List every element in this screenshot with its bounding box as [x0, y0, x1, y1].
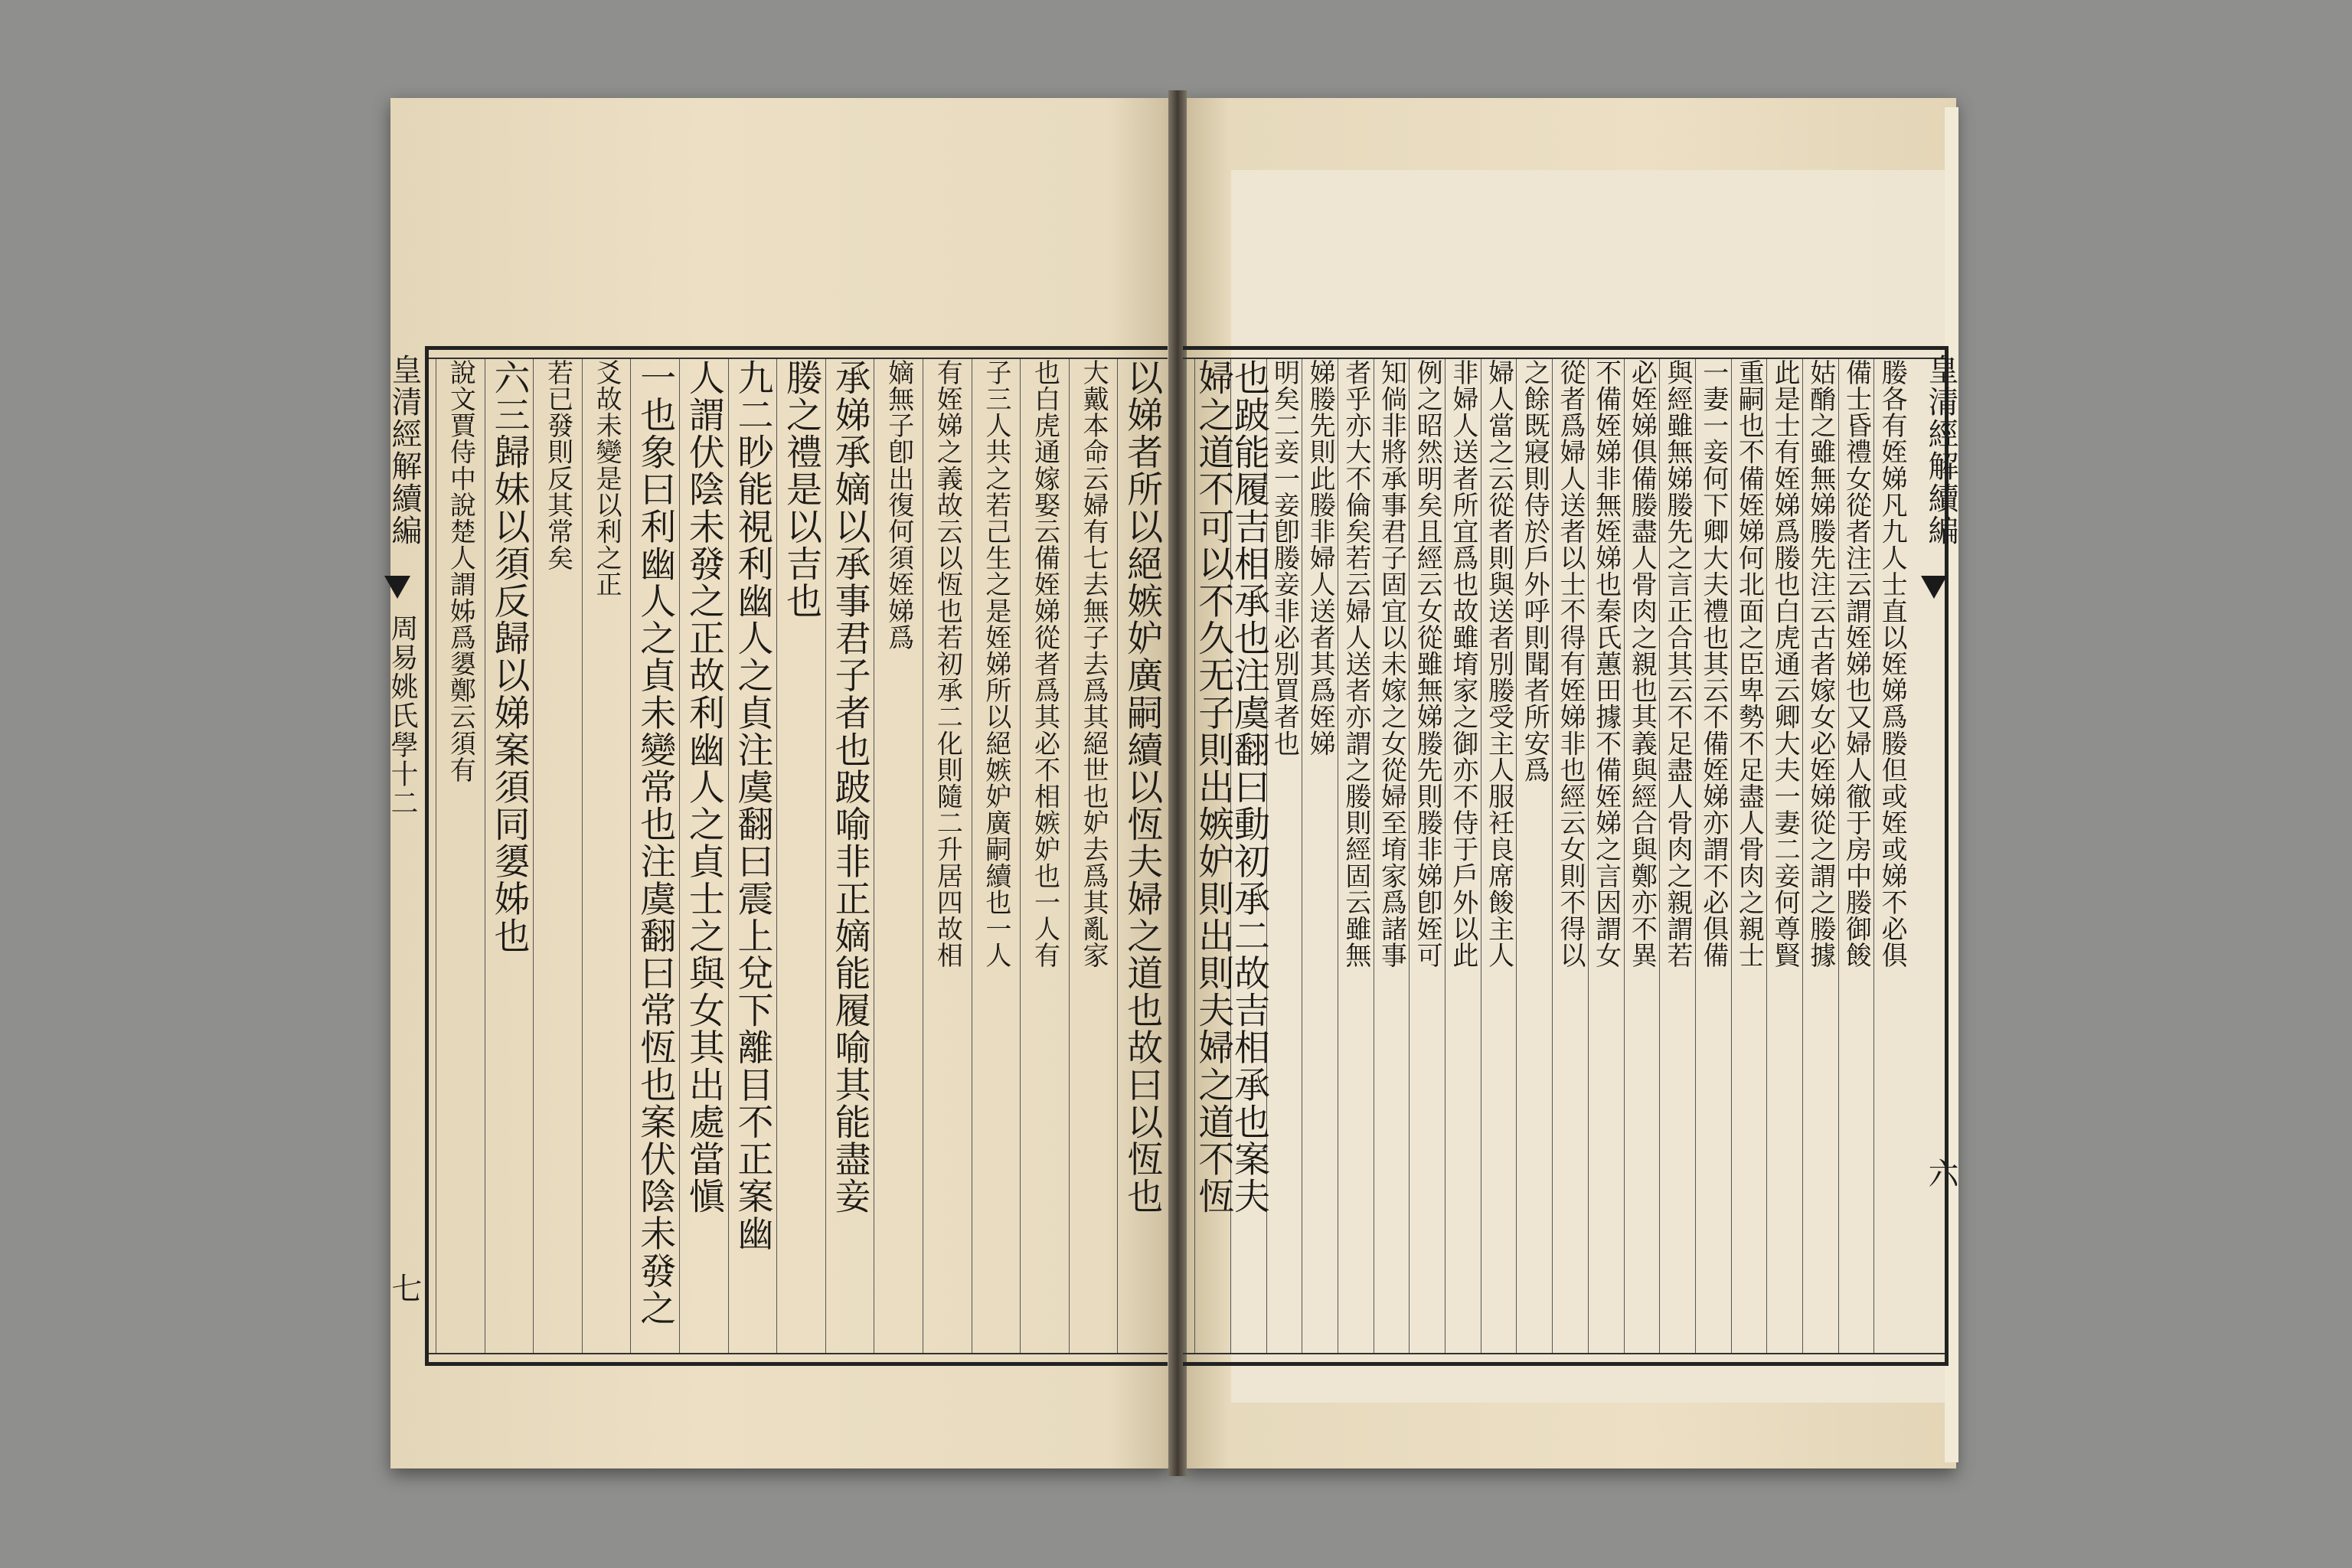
folio-number: 七	[387, 1272, 422, 1305]
text-column	[630, 359, 679, 1353]
text-column	[972, 359, 1021, 1353]
text-column	[1117, 359, 1166, 1353]
column-text: 婦人當之云從者則與送者別媵受主人服衽良席餕主人	[1483, 359, 1514, 969]
column-text: 嫡無子卽出復何須姪娣爲	[883, 359, 914, 651]
column-text: 必姪娣俱備媵盡人骨肉之親也其義與經合與鄭亦不異	[1626, 359, 1658, 969]
column-text: 也跛能履吉相承也注虞翻曰動初承二故吉相承也案夫	[1227, 359, 1270, 1215]
text-column	[1766, 359, 1802, 1353]
column-text: 媵之禮是以吉也	[780, 359, 823, 620]
column-text: 與經雖無娣媵先之言正合其云不足盡人骨肉之親謂若	[1662, 359, 1694, 969]
column-text: 例之昭然明矣且經云女從雖無娣媵先則媵非娣卽姪可	[1412, 359, 1443, 969]
right-text-frame	[1183, 346, 1949, 1366]
column-text: 娣媵先則此媵非婦人送者其爲姪娣	[1305, 359, 1336, 756]
fish-tail-mark	[384, 576, 410, 599]
text-column	[679, 359, 728, 1353]
right-text-columns	[1191, 359, 1909, 1353]
text-column	[1069, 359, 1118, 1353]
column-text: 九二眇能視利幽人之貞注虞翻曰震上兌下離目不正案幽	[731, 359, 774, 1253]
text-column	[1409, 359, 1445, 1353]
text-column	[923, 359, 972, 1353]
column-text: 明矣二妾一妾卽媵妾非必別買者也	[1269, 359, 1300, 756]
text-column	[1227, 359, 1270, 1353]
column-text: 知倘非將承事君子固宜以未嫁之女從婦至堉家爲諸事	[1376, 359, 1407, 969]
column-text: 媵各有姪娣凡九人士直以姪娣爲媵但或姪或娣不必俱	[1877, 359, 1908, 969]
column-text: 人謂伏陰未發之正故利幽人之貞士之與女其出處當愼	[682, 359, 725, 1215]
text-column	[1873, 359, 1909, 1353]
left-text-frame	[425, 346, 1168, 1366]
column-text: 大戴本命云婦有七去無子去爲其絕世也妒去爲其亂家	[1078, 359, 1109, 969]
left-margin-column	[381, 346, 422, 1366]
column-text: 說文賈侍中說楚人謂姊爲嬃鄭云須有	[445, 359, 476, 783]
text-column	[1731, 359, 1767, 1353]
text-column	[1624, 359, 1660, 1353]
column-text: 姑酳之雖無娣媵先注云古者嫁女必姪娣從之謂之媵據	[1805, 359, 1836, 969]
text-column	[485, 359, 534, 1353]
text-column	[1266, 359, 1302, 1353]
text-column	[436, 359, 485, 1353]
text-column	[874, 359, 923, 1353]
fish-tail-mark	[1921, 576, 1947, 599]
column-text: 非婦人送者所宜爲也故雖堉家之御亦不侍于戶外以此	[1447, 359, 1478, 969]
text-column	[776, 359, 825, 1353]
column-text: 者乎亦大不倫矣若云婦人送者亦謂之媵則經固云雖無	[1340, 359, 1371, 969]
text-column	[1588, 359, 1624, 1353]
text-column	[1020, 359, 1069, 1353]
column-text: 若已發則反其常矣	[542, 359, 573, 571]
text-column	[1481, 359, 1517, 1353]
column-text: 六三歸妹以須反歸以娣案須同嬃姊也	[488, 359, 531, 955]
right-margin-column	[1918, 346, 1958, 1366]
text-column	[1374, 359, 1410, 1353]
text-column	[1838, 359, 1874, 1353]
left-text-columns	[432, 359, 1166, 1353]
margin-title: 皇清經解續編	[387, 354, 422, 547]
text-column	[1445, 359, 1481, 1353]
text-column	[728, 359, 777, 1353]
column-text: 一妻一妾何下卿大夫禮也其云不備姪娣亦謂不必俱備	[1697, 359, 1729, 969]
margin-subtitle: 周易姚氏學十二	[387, 614, 418, 818]
text-column	[1192, 359, 1235, 1353]
column-text: 有姪娣之義故云以恆也若初承二化則隨二升居四故相	[932, 359, 963, 969]
column-text: 也白虎通嫁娶云備姪娣從者爲其必不相嫉妒也一人有	[1029, 359, 1060, 969]
text-column	[582, 359, 631, 1353]
text-column	[1302, 359, 1338, 1353]
column-text: 之餘既寢則侍於戶外呼則聞者所安爲	[1519, 359, 1550, 783]
column-text: 子三人共之若己生之是姪娣所以絕嫉妒廣嗣續也一人	[980, 359, 1011, 969]
text-column	[1338, 359, 1374, 1353]
margin-title: 皇清經解續編	[1923, 354, 1958, 547]
column-text: 重嗣也不備姪娣何北面之臣卑勢不足盡人骨肉之親士	[1733, 359, 1765, 969]
text-column	[1802, 359, 1838, 1353]
column-text: 婦之道不可以不久无子則出嫉妒則出則夫婦之道不恆	[1192, 359, 1235, 1215]
column-text: 從者爲婦人送者以士不得有姪娣非也經云女則不得以	[1554, 359, 1586, 969]
column-text: 承娣承嫡以承事君子者也跛喻非正嫡能履喻其能盡妾	[828, 359, 871, 1215]
folio-number: 六	[1923, 1158, 1958, 1190]
column-text: 以娣者所以絕嫉妒廣嗣續以恆夫婦之道也故曰以恆也	[1121, 359, 1164, 1215]
text-column	[1516, 359, 1552, 1353]
text-column	[825, 359, 874, 1353]
column-text: 一也象曰利幽人之貞未變常也注虞翻曰常恆也案伏陰未發之	[634, 359, 677, 1327]
text-column	[1659, 359, 1695, 1353]
column-text: 備士昏禮女從者注云謂姪娣也又婦人徹于房中媵御餕	[1841, 359, 1872, 969]
column-text: 此是士有姪娣爲媵也白虎通云卿大夫一妻二妾何尊賢	[1769, 359, 1801, 969]
column-text: 不備姪娣非無姪娣也秦氏蕙田據不備姪娣之言因謂女	[1590, 359, 1622, 969]
text-column	[533, 359, 582, 1353]
text-column	[1695, 359, 1731, 1353]
column-text: 爻故未變是以利之正	[591, 359, 622, 598]
text-column	[1552, 359, 1588, 1353]
